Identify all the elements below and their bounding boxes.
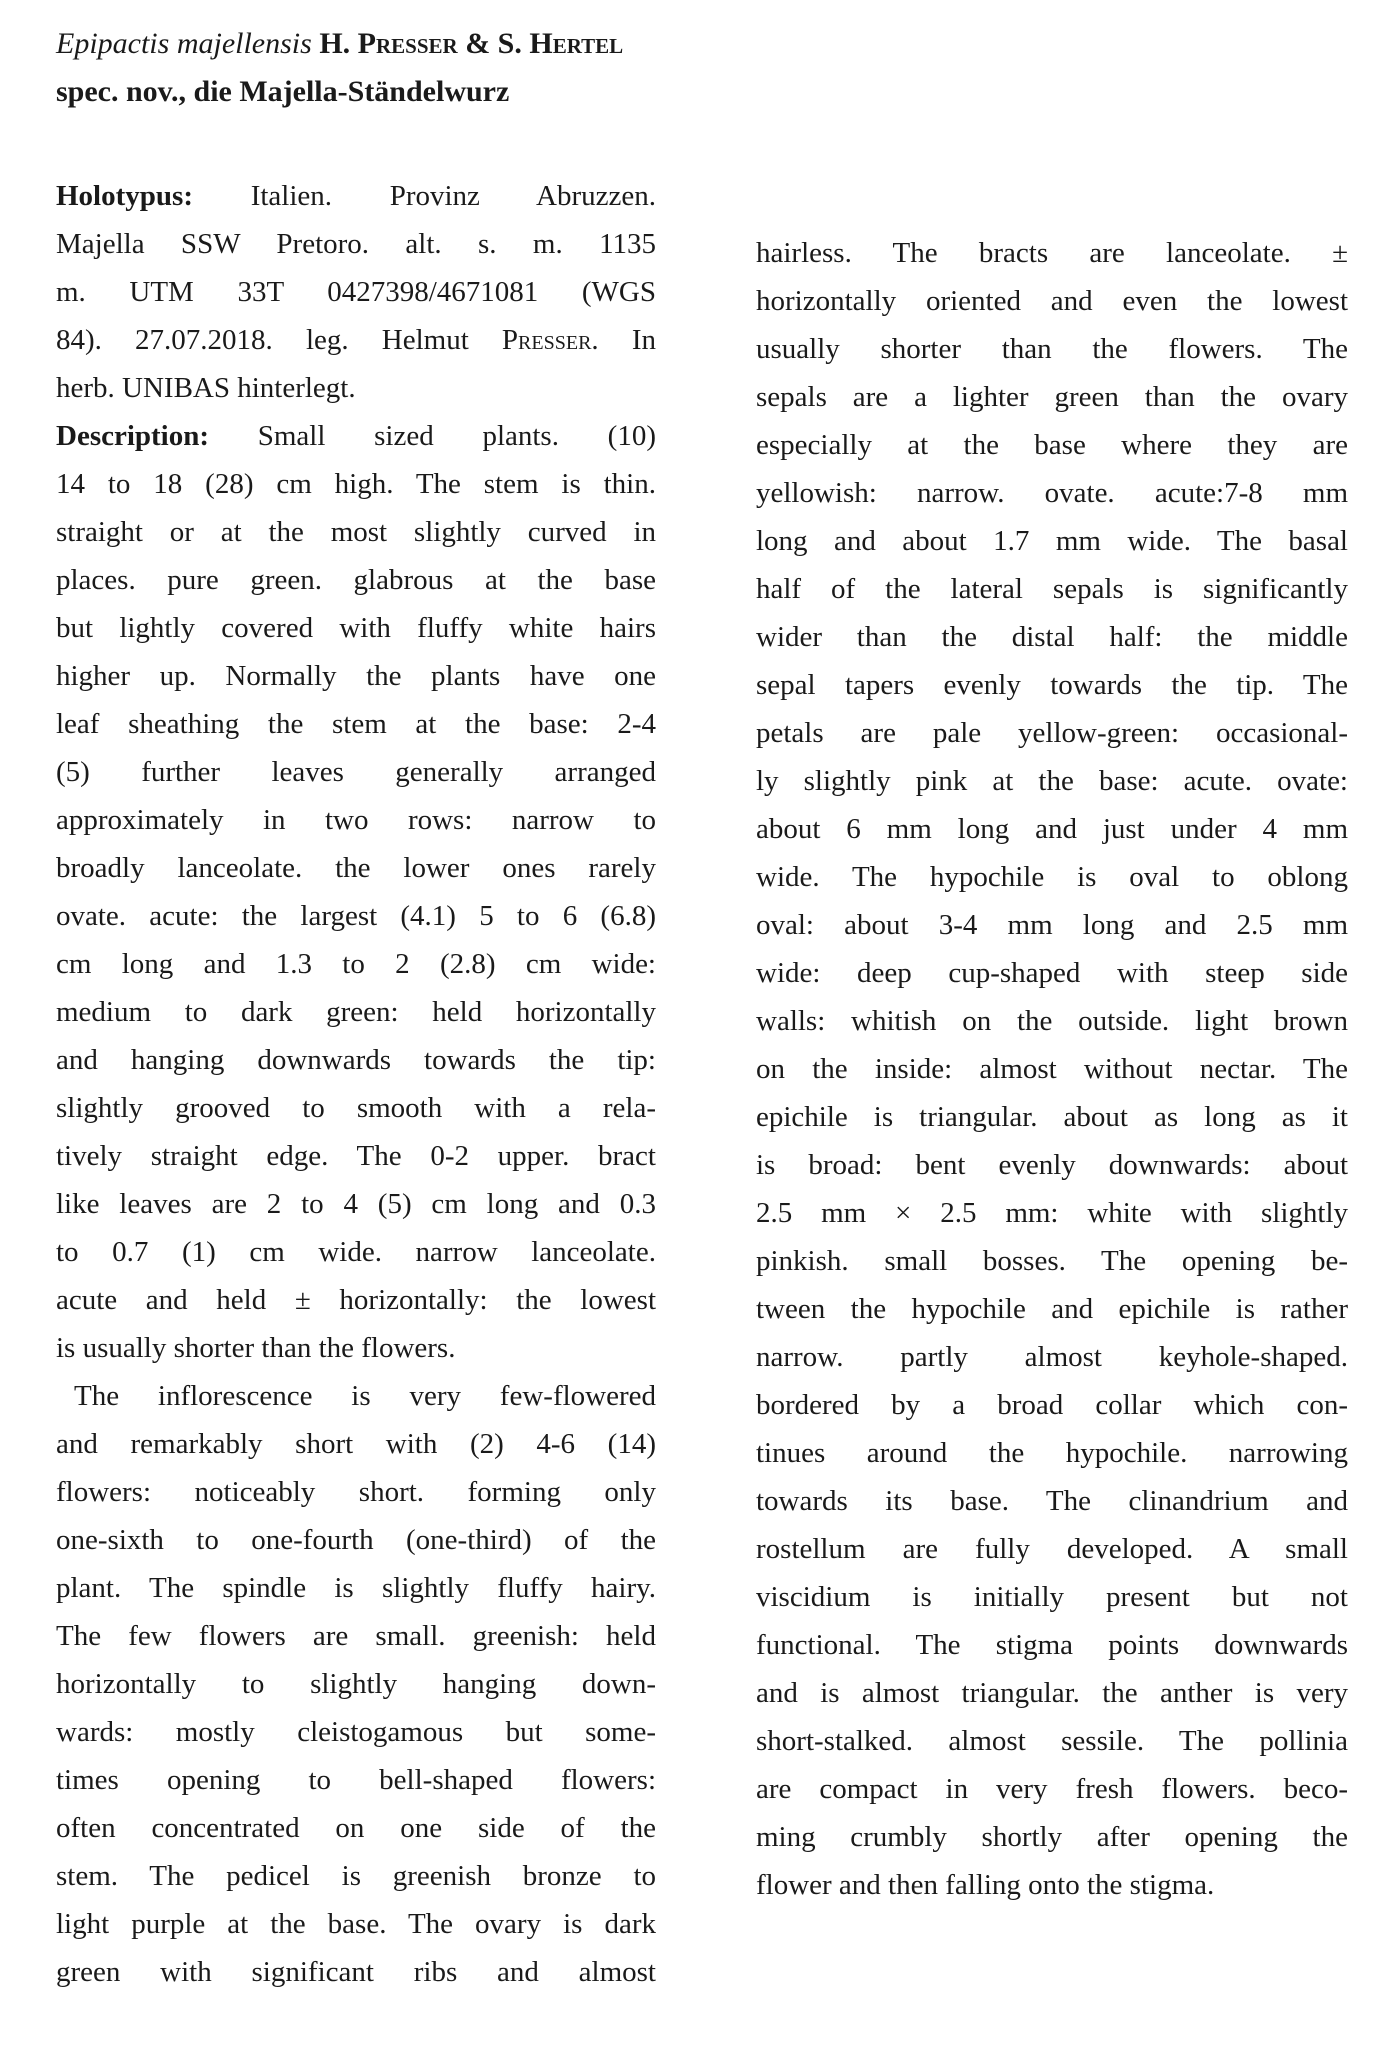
text-line — [56, 268, 656, 316]
text-line: flower and then falling onto the stigma. — [756, 1869, 1215, 1901]
text-fragment: green with significant ribs and almost — [56, 1956, 656, 1988]
text-line: epichile is triangular. about as long as it — [756, 1101, 1348, 1133]
text-line: half of the lateral sepals is significantly — [756, 573, 1348, 605]
text-fragment: Majella SSW Pretoro. alt. s. m. 1135 — [56, 228, 656, 260]
text-fragment: The few flowers are small. greenish: held — [56, 1620, 656, 1652]
text-fragment: plant. The spindle is slightly fluffy hairy. — [56, 1572, 656, 1604]
text-line — [56, 316, 656, 364]
text-fragment: often concentrated on one side of the — [56, 1812, 656, 1844]
text-fragment: tively straight edge. The 0-2 upper. bract — [56, 1140, 656, 1172]
text-line: walls: whitish on the outside. light brown — [756, 1005, 1348, 1037]
text-line: wide. The hypochile is oval to oblong — [756, 861, 1348, 893]
text-line — [56, 364, 656, 412]
text-fragment: m. UTM 33T 0427398/4671081 (WGS — [56, 276, 656, 308]
text-line: yellowish: narrow. ovate. acute:7-8 mm — [756, 477, 1348, 509]
right-body-text — [756, 229, 1348, 1909]
text-line — [56, 412, 656, 460]
text-line — [56, 1180, 656, 1228]
text-fragment: is usually shorter than the flowers. — [56, 1332, 456, 1364]
text-line — [56, 1948, 656, 1996]
text-fragment: Italien. Provinz Abruzzen. — [192, 180, 656, 212]
text-fragment: and remarkably short with (2) 4-6 (14) — [56, 1428, 656, 1460]
text-line — [56, 1420, 656, 1468]
text-fragment: leaf sheathing the stem at the base: 2-4 — [56, 708, 656, 740]
text-line — [56, 1900, 656, 1948]
text-fragment: one-sixth to one-fourth (one-third) of the — [56, 1524, 656, 1556]
authors-mid: & S. — [457, 27, 530, 60]
text-line — [56, 1804, 656, 1852]
text-line: 2.5 mm × 2.5 mm: white with slightly — [756, 1197, 1348, 1229]
text-fragment: approximately in two rows: narrow to — [56, 804, 656, 836]
section-label: Description: — [56, 420, 210, 452]
text-line — [56, 1756, 656, 1804]
text-line: wide: deep cup-shaped with steep side — [756, 957, 1348, 989]
text-line: towards its base. The clinandrium and — [756, 1485, 1348, 1517]
text-fragment: horizontally to slightly hanging down- — [56, 1668, 656, 1700]
text-fragment: broadly lanceolate. the lower ones rarely — [56, 852, 656, 884]
text-line: especially at the base where they are — [756, 429, 1348, 461]
text-line — [56, 220, 656, 268]
text-line: bordered by a broad collar which con- — [756, 1389, 1348, 1421]
text-line — [56, 988, 656, 1036]
collector-name: Presser — [501, 324, 592, 356]
section-label: Holotypus: — [56, 180, 193, 212]
text-fragment: cm long and 1.3 to 2 (2.8) cm wide: — [56, 948, 656, 980]
text-line — [56, 892, 656, 940]
text-line — [56, 1660, 656, 1708]
text-line: narrow. partly almost keyhole-shaped. — [756, 1341, 1348, 1373]
text-line — [56, 652, 656, 700]
text-line: wider than the distal half: the middle — [756, 621, 1348, 653]
text-line: on the inside: almost without nectar. The — [756, 1053, 1348, 1085]
text-fragment: times opening to bell-shaped flowers: — [56, 1764, 656, 1796]
text-line: and is almost triangular. the anther is very — [756, 1677, 1348, 1709]
text-line — [56, 940, 656, 988]
text-line: ming crumbly shortly after opening the — [756, 1821, 1348, 1853]
text-line: rostellum are fully developed. A small — [756, 1533, 1348, 1565]
text-fragment: The inflorescence is very few-flowered — [74, 1380, 656, 1412]
text-line: pinkish. small bosses. The opening be- — [756, 1245, 1348, 1277]
text-fragment: but lightly covered with fluffy white hairs — [56, 612, 656, 644]
text-line — [56, 172, 656, 220]
text-line: petals are pale yellow-green: occasional- — [756, 717, 1348, 749]
text-line: functional. The stigma points downwards — [756, 1629, 1348, 1661]
text-fragment: places. pure green. glabrous at the base — [56, 564, 656, 596]
text-line — [56, 748, 656, 796]
text-line — [56, 1276, 656, 1324]
text-line: viscidium is initially present but not — [756, 1581, 1348, 1613]
text-fragment: herb. UNIBAS hinterlegt. — [56, 372, 356, 404]
text-line: oval: about 3-4 mm long and 2.5 mm — [756, 909, 1348, 941]
species-name: Epipactis majellensis — [56, 27, 312, 60]
text-line: tween the hypochile and epichile is rather — [756, 1293, 1348, 1325]
text-line — [56, 604, 656, 652]
left-body-text — [56, 172, 656, 1996]
text-line — [56, 1324, 656, 1372]
text-line: are compact in very fresh flowers. beco- — [756, 1773, 1348, 1805]
species-title — [56, 20, 656, 116]
text-fragment: medium to dark green: held horizontally — [56, 996, 656, 1028]
text-line: tinues around the hypochile. narrowing — [756, 1437, 1348, 1469]
text-line — [56, 1516, 656, 1564]
text-line: is broad: bent evenly downwards: about — [756, 1149, 1348, 1181]
text-fragment: stem. The pedicel is greenish bronze to — [56, 1860, 656, 1892]
text-line — [56, 1564, 656, 1612]
text-line — [56, 844, 656, 892]
author-presser: Presser — [357, 27, 458, 60]
text-line — [56, 796, 656, 844]
text-fragment: like leaves are 2 to 4 (5) cm long and 0.3 — [56, 1188, 656, 1220]
text-fragment: higher up. Normally the plants have one — [56, 660, 656, 692]
text-fragment: flowers: noticeably short. forming only — [56, 1476, 656, 1508]
text-fragment: light purple at the base. The ovary is dark — [56, 1908, 656, 1940]
text-fragment: 14 to 18 (28) cm high. The stem is thin. — [56, 468, 656, 500]
text-line: long and about 1.7 mm wide. The basal — [756, 525, 1348, 557]
text-line — [56, 508, 656, 556]
text-fragment: (5) further leaves generally arranged — [56, 756, 656, 788]
text-fragment: acute and held ± horizontally: the lowest — [56, 1284, 656, 1316]
text-fragment: Small sized plants. (10) — [209, 420, 656, 452]
text-line: horizontally oriented and even the lowest — [756, 285, 1348, 317]
text-fragment: wards: mostly cleistogamous but some- — [56, 1716, 656, 1748]
text-line — [56, 1132, 656, 1180]
text-line: short-stalked. almost sessile. The pollinia — [756, 1725, 1348, 1757]
text-line: hairless. The bracts are lanceolate. ± — [756, 237, 1348, 269]
text-line — [56, 1852, 656, 1900]
title-rest: spec. nov., die Majella-Ständelwurz — [56, 75, 510, 108]
text-fragment: slightly grooved to smooth with a rela- — [56, 1092, 656, 1124]
text-fragment: . In — [591, 324, 656, 356]
text-fragment: 84). 27.07.2018. leg. Helmut — [56, 324, 502, 356]
authors-prefix: H. — [311, 27, 358, 60]
author-hertel: Hertel — [529, 27, 624, 60]
text-line — [56, 700, 656, 748]
left-column — [56, 20, 656, 1996]
text-line: usually shorter than the flowers. The — [756, 333, 1348, 365]
text-fragment: straight or at the most slightly curved in — [56, 516, 656, 548]
text-line — [56, 1372, 656, 1420]
text-fragment: ovate. acute: the largest (4.1) 5 to 6 (6.8) — [56, 900, 656, 932]
text-line — [56, 1084, 656, 1132]
text-line: sepals are a lighter green than the ovary — [756, 381, 1348, 413]
text-line — [56, 1228, 656, 1276]
text-line: ly slightly pink at the base: acute. ovate: — [756, 765, 1348, 797]
text-line — [56, 1612, 656, 1660]
text-line — [56, 1468, 656, 1516]
section-gap — [56, 116, 656, 172]
text-line — [56, 1036, 656, 1084]
text-fragment: and hanging downwards towards the tip: — [56, 1044, 656, 1076]
text-line: sepal tapers evenly towards the tip. The — [756, 669, 1348, 701]
text-line — [56, 1708, 656, 1756]
text-fragment: to 0.7 (1) cm wide. narrow lanceolate. — [56, 1236, 656, 1268]
text-line — [56, 460, 656, 508]
right-column — [756, 229, 1348, 1909]
text-line: about 6 mm long and just under 4 mm — [756, 813, 1348, 845]
text-line — [56, 556, 656, 604]
